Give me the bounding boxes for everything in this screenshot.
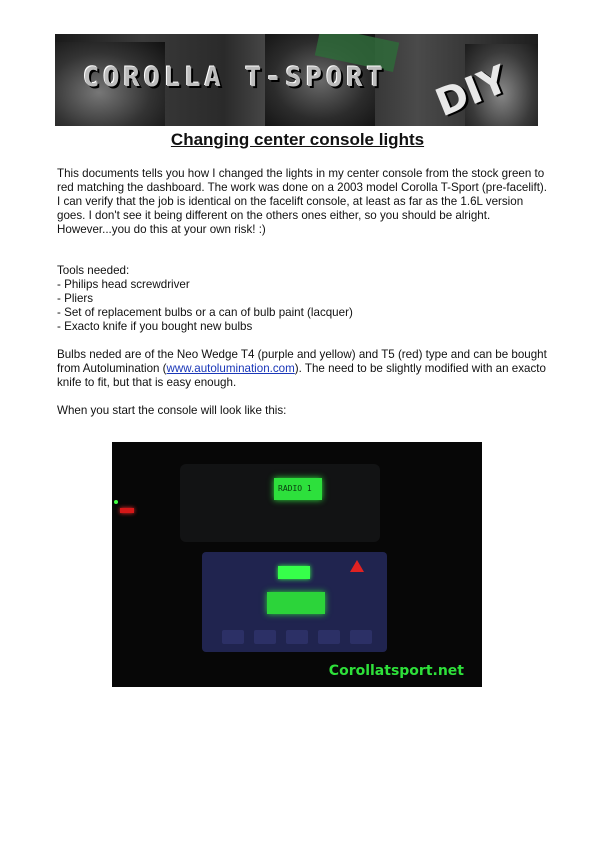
start-text: When you start the console will look like this: xyxy=(57,404,287,417)
tools-label: Tools needed: xyxy=(57,264,130,277)
list-item: - Pliers xyxy=(57,292,94,305)
climate-buttons xyxy=(222,630,372,644)
intro-text: This documents tells you how I changed the lights in my center console from the stock green to red matching the dashboard. The work was done on a 2003 model Corolla T-Sport (pre-facelift). I can verify that the job is identical on the facelift console, at least as far as the 1.6L version goes. I don't see it being different on the others ones either, so you should be alright. xyxy=(57,167,547,222)
banner-diy-badge: DIY xyxy=(429,56,514,126)
autolumination-link[interactable]: www.autolumination.com xyxy=(166,362,295,375)
header-banner xyxy=(55,34,538,126)
bulbs-text-before: Bulbs neded are of the Neo Wedge T4 (purple and yellow) and T5 (red) type and can be bought from Autolumination ( xyxy=(57,348,547,375)
list-item: - Exacto knife if you bought new bulbs xyxy=(57,320,253,333)
intro-paragraph xyxy=(57,167,547,237)
radio-unit xyxy=(180,464,380,542)
tools-list xyxy=(57,264,547,334)
radio-display-text: RADIO 1 xyxy=(278,484,312,493)
risk-note: However...you do this at your own risk! :) xyxy=(57,223,266,236)
dashboard-red-light xyxy=(120,508,134,513)
bulbs-text-after: ). The need to be slightly modified with an exacto knife to fit, but that is easy enough. xyxy=(57,362,546,389)
radio-display xyxy=(274,478,322,500)
banner-title: COROLLA T-SPORT xyxy=(83,62,387,93)
climate-display xyxy=(267,592,325,614)
hazard-icon xyxy=(350,560,364,572)
console-photo xyxy=(112,442,482,687)
list-item: - Philips head screwdriver xyxy=(57,278,190,291)
indicator-light xyxy=(114,500,118,504)
start-paragraph xyxy=(57,404,547,418)
list-item: - Set of replacement bulbs or a can of bulb paint (lacquer) xyxy=(57,306,353,319)
clock-display xyxy=(278,566,310,579)
photo-watermark: Corollatsport.net xyxy=(328,663,464,679)
page-title: Changing center console lights xyxy=(170,130,425,149)
bulbs-paragraph xyxy=(57,348,547,390)
